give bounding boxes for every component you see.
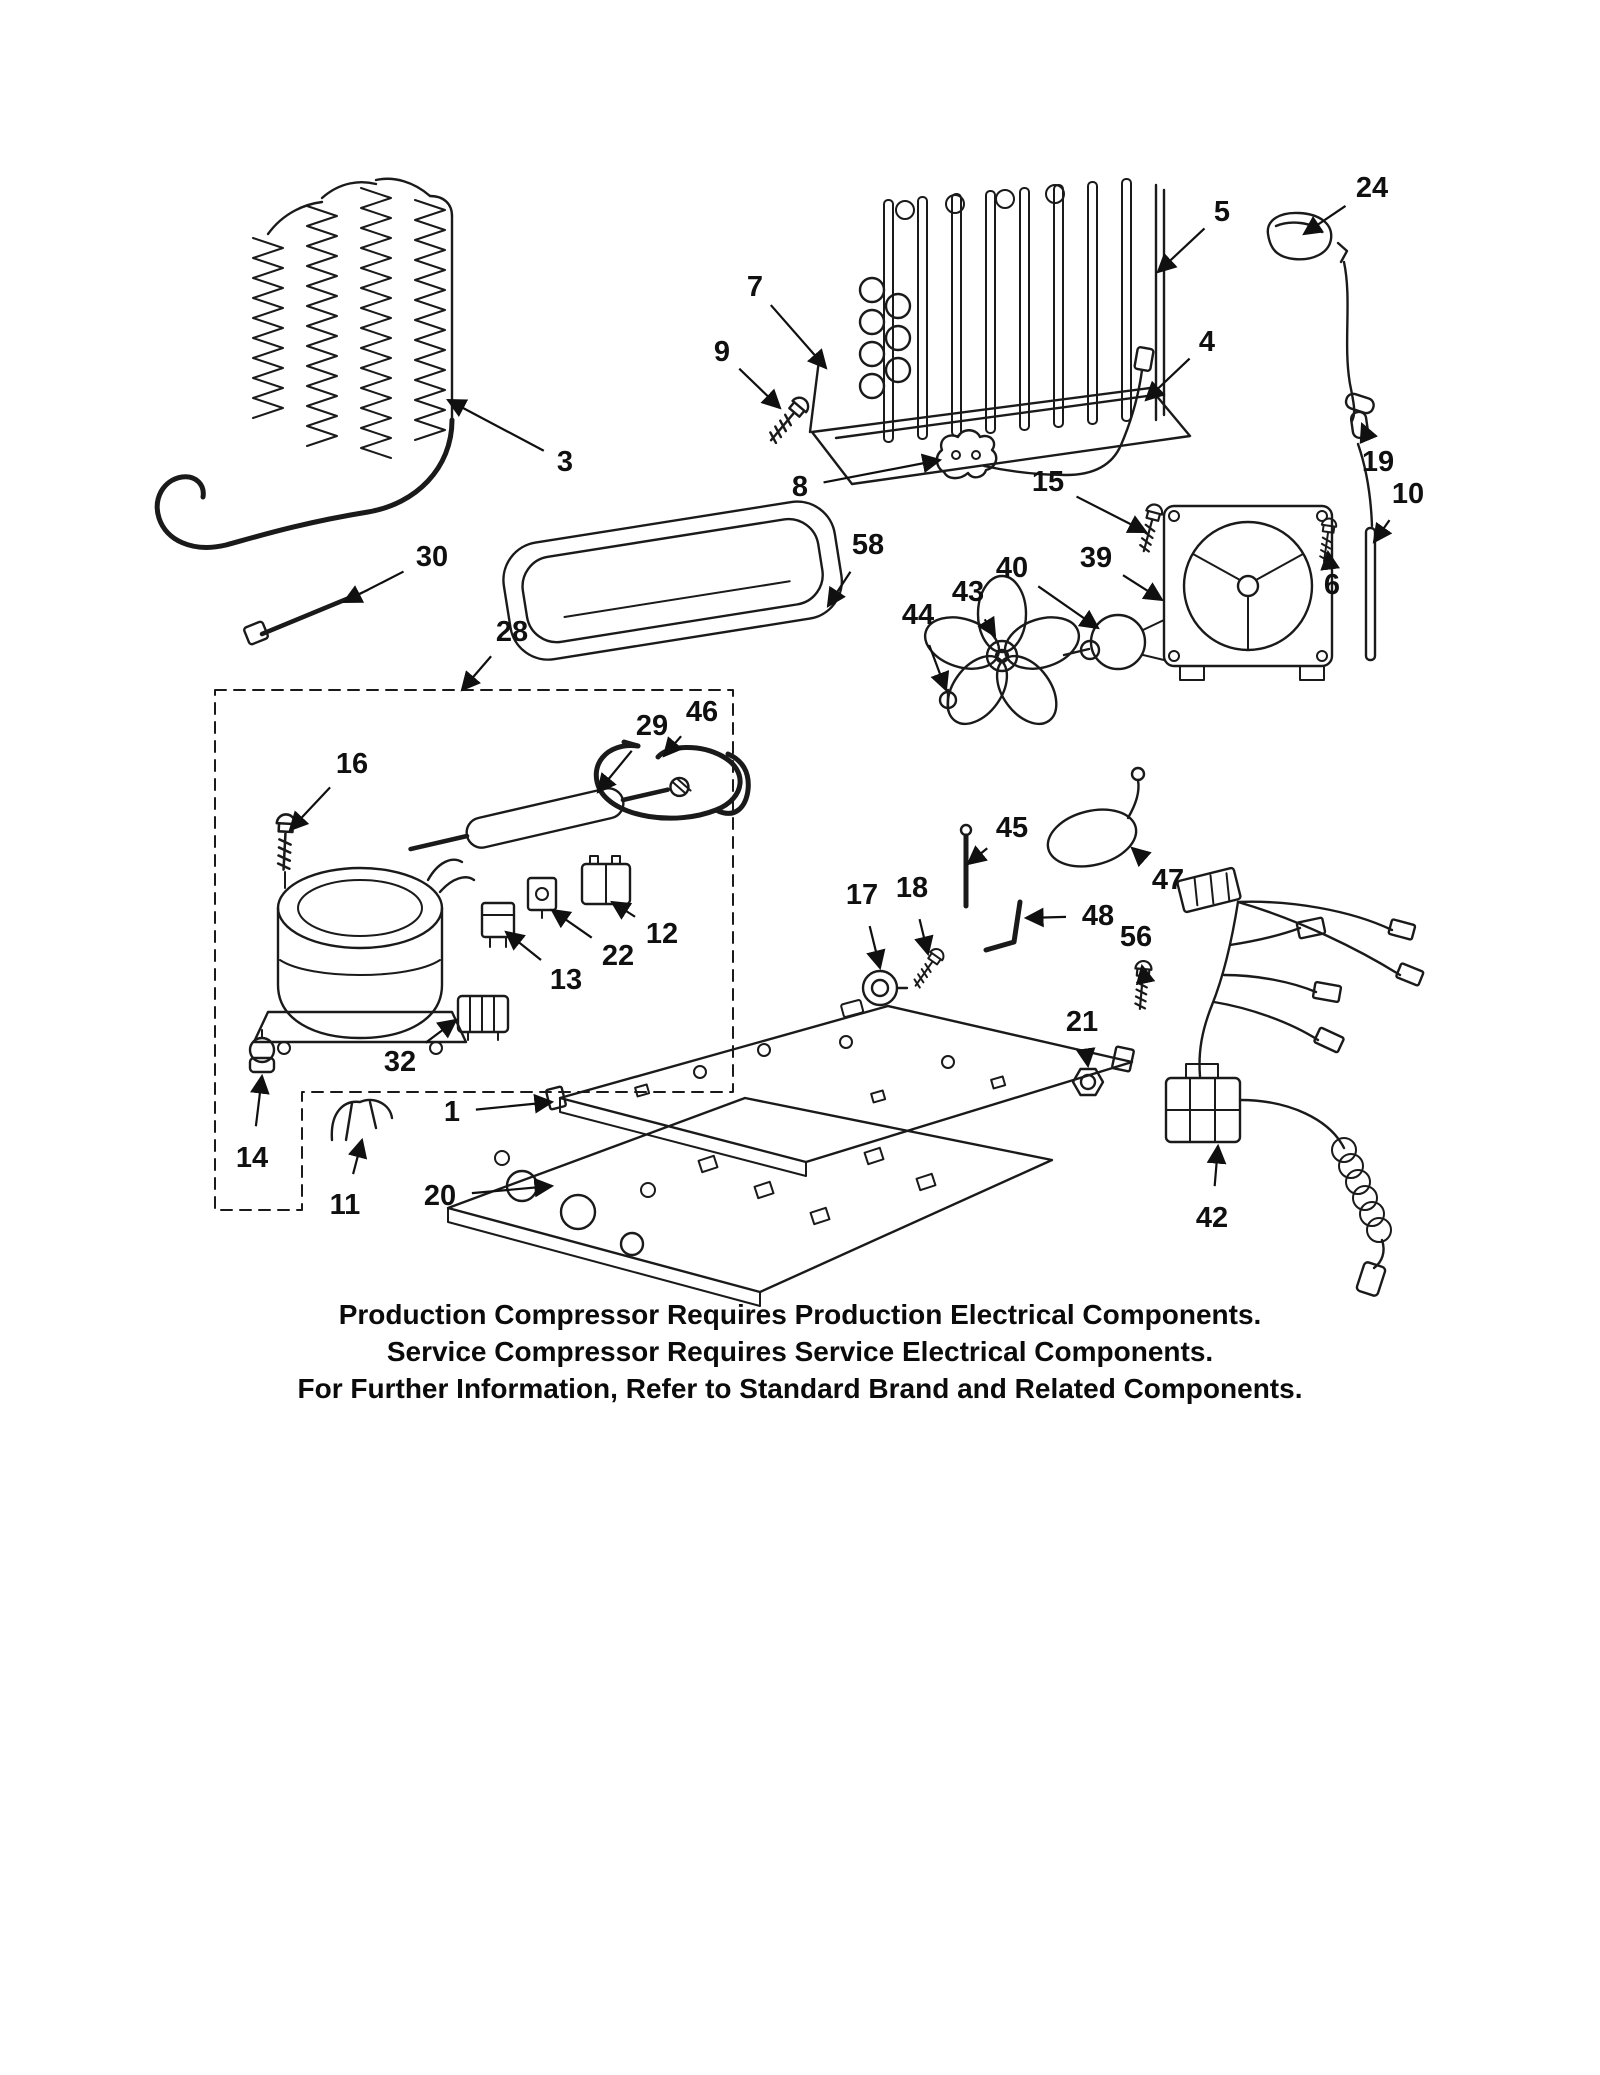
condenser-tube-end [860, 342, 884, 366]
screw-9 [764, 394, 811, 446]
callout-number: 24 [1355, 172, 1389, 204]
callout-leader [1132, 848, 1144, 859]
callout-leader [448, 400, 544, 451]
callout-3 [448, 400, 573, 478]
screw-16 [274, 814, 295, 870]
evaporator-coil-column [307, 206, 337, 446]
callout-number: 17 [845, 879, 879, 911]
callout-15 [1032, 466, 1146, 532]
callout-leader [771, 305, 826, 368]
cord-coil [1332, 1138, 1391, 1242]
condenser-tube-bend [996, 190, 1014, 208]
callout-7 [747, 271, 826, 368]
callout-leader [1215, 1146, 1218, 1186]
evaporator-coil [157, 179, 452, 548]
nut [1073, 1069, 1103, 1095]
callout-leader [353, 1140, 362, 1174]
base-plate [448, 1098, 1052, 1306]
evaporator-coil-column [253, 238, 283, 418]
callout-18 [896, 872, 928, 954]
bent-rod [986, 902, 1020, 950]
condenser-base-bracket [810, 352, 820, 432]
roller [863, 971, 907, 1005]
condenser-tube-end [860, 374, 884, 398]
callout-number: 20 [423, 1180, 457, 1212]
capillary-tube [1338, 243, 1372, 526]
drier-strip [1366, 528, 1375, 660]
screw-6 [1317, 518, 1337, 563]
callout-leader [1328, 552, 1329, 561]
caption-line-2: Service Compressor Requires Service Electrical Components. [386, 1336, 1214, 1367]
callout-number: 14 [235, 1142, 269, 1174]
condenser-fin [1020, 188, 1029, 430]
callout-39 [1080, 542, 1162, 600]
callout-number: 19 [1361, 446, 1395, 478]
callout-leader [552, 910, 592, 938]
callout-1 [444, 1096, 552, 1128]
callout-leader [1086, 1054, 1088, 1066]
callout-leader [1026, 917, 1066, 918]
harness-connector-top [1177, 867, 1241, 912]
base-corner-bracket [546, 1086, 566, 1109]
callout-leader [920, 919, 928, 954]
callout-16 [290, 748, 368, 830]
callout-number: 40 [995, 552, 1029, 584]
callout-number: 5 [1213, 196, 1231, 228]
callout-leader [1374, 520, 1390, 542]
callout-28 [462, 616, 528, 690]
harness-trunk [1200, 902, 1239, 1076]
callout-43 [952, 576, 995, 636]
condenser-wire-connector [1134, 347, 1154, 371]
callout-leader [1123, 575, 1162, 600]
callout-48 [1026, 900, 1114, 932]
cord [1240, 1100, 1344, 1148]
condenser-tube-end [860, 278, 884, 302]
callout-number: 16 [335, 748, 369, 780]
callout-number: 48 [1081, 900, 1115, 932]
evaporator-outlet-tube [157, 420, 452, 547]
caption-line-3: For Further Information, Refer to Standard Brand and Related Components. [297, 1373, 1303, 1404]
wire-loop [1042, 768, 1144, 875]
callout-47 [1132, 848, 1184, 896]
callout-number: 30 [415, 541, 449, 573]
fan-shroud [1164, 506, 1332, 680]
callout-45 [968, 812, 1028, 864]
callout-number: 47 [1151, 864, 1185, 896]
hinge-pin [961, 825, 971, 906]
callout-number: 43 [951, 576, 985, 608]
callout-number: 29 [635, 710, 669, 742]
blade-clip [940, 690, 956, 710]
condenser-tube-end [886, 294, 910, 318]
callout-leader [426, 1020, 456, 1043]
fan-blade [918, 576, 1085, 735]
condenser-fin [884, 200, 893, 442]
callout-number: 22 [601, 940, 635, 972]
callout-leader [968, 848, 987, 864]
callout-number: 39 [1079, 542, 1113, 574]
callout-number: 10 [1391, 478, 1425, 510]
evaporator-coil-column [415, 200, 445, 440]
callout-leader [344, 572, 404, 602]
evaporator-coil-column [361, 188, 391, 458]
callout-number: 44 [901, 599, 935, 631]
callout-14 [236, 1076, 268, 1174]
callout-10 [1374, 478, 1424, 542]
callout-number: 6 [1323, 569, 1341, 601]
condenser-fin [986, 191, 995, 433]
callout-number: 8 [791, 471, 809, 503]
condenser-fin [1054, 185, 1063, 427]
overload-protector [528, 878, 556, 918]
callout-leader [506, 932, 541, 960]
callout-22 [552, 910, 634, 972]
cord-plug [1356, 1261, 1386, 1296]
callout-number: 56 [1119, 921, 1153, 953]
condenser-fin [918, 197, 927, 439]
callout-32 [384, 1020, 456, 1078]
caption-line-1: Production Compressor Requires Production Electrical Components. [338, 1299, 1262, 1330]
callout-9 [714, 336, 780, 408]
callout-number: 12 [645, 918, 679, 950]
compressor [254, 860, 474, 1054]
callout-leader [870, 926, 880, 968]
harness-connector-block [1166, 1064, 1240, 1142]
callout-number: 58 [851, 529, 885, 561]
callout-leader [462, 656, 491, 690]
callout-number: 13 [549, 964, 583, 996]
unit-base [546, 1000, 1134, 1176]
drain-pan [495, 496, 847, 665]
condenser-tube-end [886, 326, 910, 350]
condenser-fin [1088, 182, 1097, 424]
compressor-tube [428, 860, 462, 880]
callout-number: 3 [556, 446, 574, 478]
condenser-coil [810, 179, 1190, 484]
callout-30 [344, 541, 448, 602]
relay [482, 903, 514, 947]
terminal-cover [582, 856, 630, 904]
callout-leader [472, 1186, 552, 1193]
callout-leader [1077, 497, 1146, 532]
callout-leader [476, 1102, 552, 1110]
callout-24 [1304, 172, 1388, 234]
compressor-tube [440, 877, 474, 892]
condenser-tube-end [860, 310, 884, 334]
coil-return-bend [376, 179, 430, 196]
callout-number: 32 [383, 1046, 417, 1078]
callout-leader [739, 369, 780, 408]
callout-5 [1158, 196, 1230, 272]
callout-leader [256, 1076, 262, 1126]
callout-44 [902, 599, 946, 690]
condenser-fin [1122, 179, 1131, 421]
grommet [250, 1030, 274, 1072]
callout-leader [1362, 424, 1366, 433]
callout-11 [330, 1140, 362, 1221]
tube-clamp [1344, 392, 1375, 439]
condenser-fan [918, 506, 1332, 735]
callout-21 [1066, 1006, 1098, 1066]
callout-leader [1146, 359, 1190, 400]
callout-number: 11 [329, 1189, 361, 1221]
callout-number: 9 [713, 336, 731, 368]
start-device [458, 996, 508, 1040]
thermostat-clip [1268, 213, 1331, 259]
callout-layer [236, 172, 1424, 1234]
callout-17 [846, 879, 880, 968]
callout-leader [828, 572, 850, 606]
callout-number: 18 [895, 872, 929, 904]
callout-number: 42 [1195, 1202, 1229, 1234]
callout-number: 46 [685, 696, 719, 728]
condenser-fin [952, 194, 961, 436]
callout-number: 28 [495, 616, 529, 648]
callout-13 [506, 932, 582, 996]
callout-number: 7 [746, 271, 764, 303]
callout-number: 21 [1065, 1006, 1099, 1038]
callout-number: 15 [1031, 466, 1065, 498]
wire-clip [332, 1100, 392, 1140]
callout-leader [929, 645, 946, 690]
callout-number: 4 [1198, 326, 1216, 358]
callout-number: 1 [443, 1096, 461, 1128]
callout-leader [290, 787, 330, 830]
callout-42 [1196, 1146, 1228, 1234]
diagram-caption [0, 1296, 1600, 1407]
callout-leader [1304, 206, 1345, 234]
condenser-tube-bend [896, 201, 914, 219]
condenser-tube-end [886, 358, 910, 382]
callout-number: 45 [995, 812, 1029, 844]
